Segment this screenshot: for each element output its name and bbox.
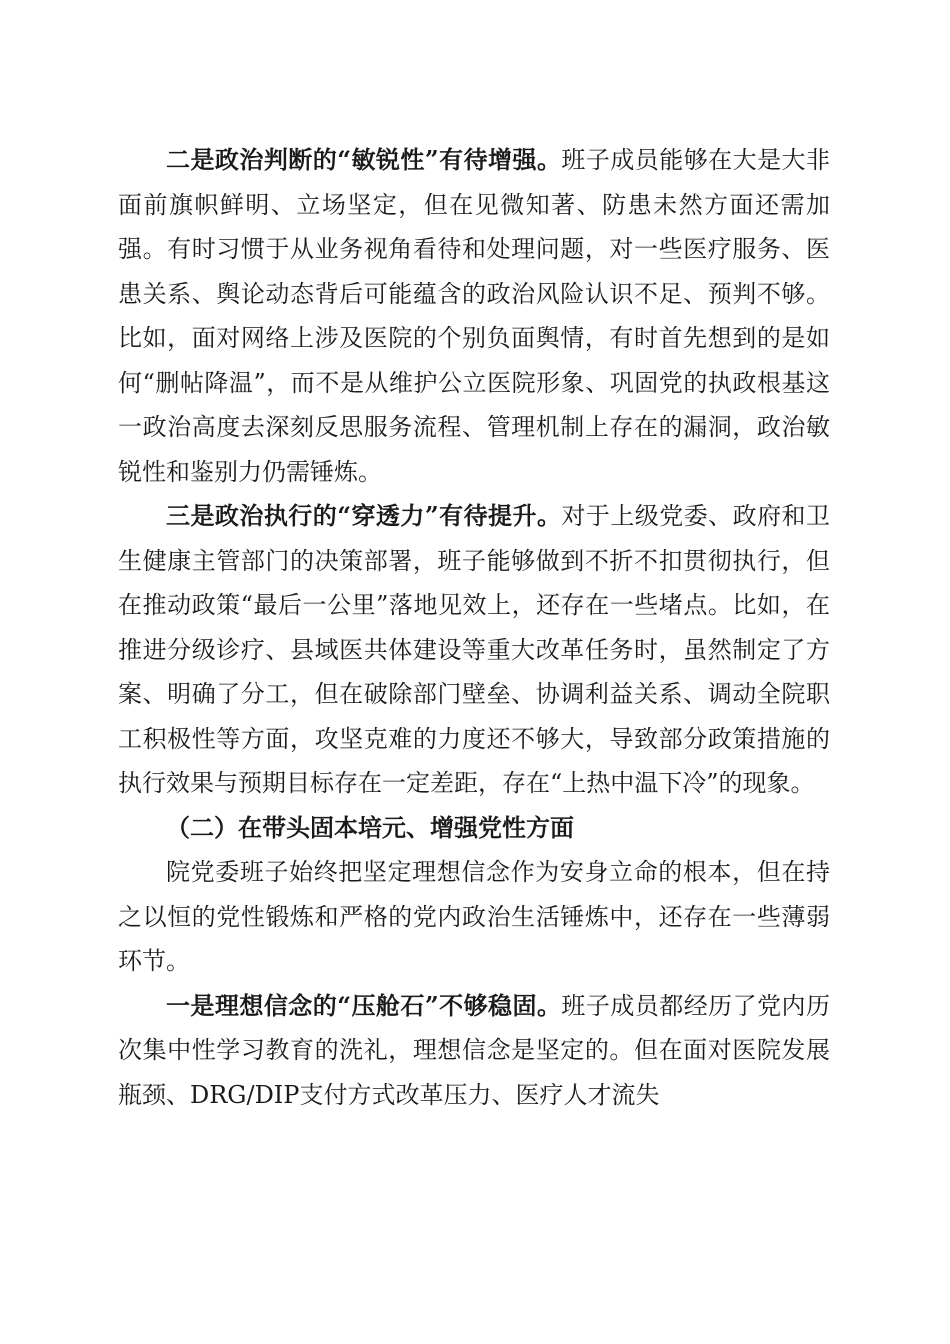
- paragraph-lead: 一是理想信念的“压舱石”不够稳固。: [166, 990, 562, 1020]
- section-heading: （二）在带头固本培元、增强党性方面: [166, 812, 574, 842]
- paragraph-lead: 三是政治执行的“穿透力”有待提升。: [166, 501, 562, 530]
- paragraph-text: 班子成员都经历了党内历次集中性学习教育的洗礼，理想信念是坚定的。但在面对医院发展瓶颈、DRG/DIP支付方式改革压力、医疗人才流失: [118, 991, 831, 1109]
- paragraph-text: 对于上级党委、政府和卫生健康主管部门的决策部署，班子能够做到不折不扣贯彻执行，但在推动政策“最后一公里”落地见效上，还存在一些堵点。比如，在推进分级诊疗、县域医共体建设等重大改革任务时，虽然制定了方案、明确了分工，但在破除部门壁垒、协调利益关系、调动全院职工积极性等方面，攻坚克难的力度还不够大，导致部分政策措施的执行效果与预期目标存在一定差距，存在“上热中温下冷”的现象。: [118, 502, 831, 797]
- paragraph-text: 班子成员能够在大是大非面前旗帜鲜明、立场坚定，但在见微知著、防患未然方面还需加强。有时习惯于从业务视角看待和处理问题，对一些医疗服务、医患关系、舆论动态背后可能蕴含的政治风险认识不足、预判不够。比如，面对网络上涉及医院的个别负面舆情，有时首先想到的是如何“删帖降温”，而不是从维护公立医院形象、巩固党的执政根基这一政治高度去深刻反思服务流程、管理机制上存在的漏洞，政治敏锐性和鉴别力仍需锤炼。: [118, 146, 831, 486]
- paragraph-political-judgment: [118, 138, 830, 494]
- paragraph-political-execution: [118, 494, 830, 806]
- paragraph-ideals-beliefs: [118, 984, 830, 1118]
- paragraph-lead: 二是政治判断的“敏锐性”有待增强。: [166, 145, 562, 174]
- section-intro-paragraph: 院党委班子始终把坚定理想信念作为安身立命的根本，但在持之以恒的党性锻炼和严格的党内政治生活锤炼中，还存在一些薄弱环节。: [118, 858, 830, 975]
- document-body: [118, 138, 830, 1117]
